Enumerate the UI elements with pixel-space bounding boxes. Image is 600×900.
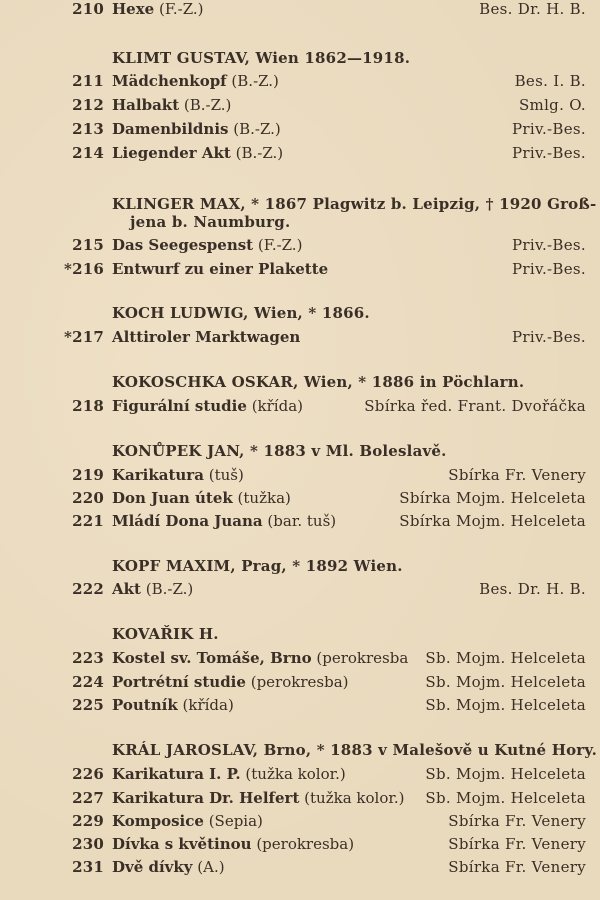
entry-owner: Bes. Dr. H. B. xyxy=(479,580,586,598)
entry-title-wrap xyxy=(112,671,348,693)
entry-owner: Priv.-Bes. xyxy=(512,328,586,346)
entry-owner: Priv.-Bes. xyxy=(512,120,586,138)
entry-number: 218 xyxy=(72,397,104,415)
artist-heading: KOPF MAXIM, Prag, * 1892 Wien. xyxy=(112,557,403,575)
entry-owner: Sbírka Mojm. Helceleta xyxy=(399,512,586,530)
catalog-entry xyxy=(0,763,600,785)
artist-heading: KOCH LUDWIG, Wien, * 1866. xyxy=(112,304,370,322)
entry-title-wrap xyxy=(112,234,302,256)
entry-title-wrap xyxy=(112,578,193,600)
entry-number: 215 xyxy=(72,236,104,254)
entry-number: 220 xyxy=(72,489,104,507)
entry-medium: (tužka kolor.) xyxy=(304,789,405,807)
entry-medium: (perokresba) xyxy=(250,673,349,691)
entry-number: 229 xyxy=(72,812,104,830)
catalog-entry xyxy=(0,464,600,486)
entry-owner: Sbírka řed. Frant. Dvořáčka xyxy=(364,397,586,415)
entry-owner: Sb. Mojm. Helceleta xyxy=(425,765,586,783)
artist-heading: KLIMT GUSTAV, Wien 1862—1918. xyxy=(112,49,411,67)
catalog-entry xyxy=(0,142,600,164)
entry-title: Figurální studie xyxy=(112,397,247,415)
entry-medium: (F.-Z.) xyxy=(158,0,204,18)
catalog-entry xyxy=(0,326,600,348)
catalog-entry xyxy=(0,647,600,669)
entry-medium: (B.-Z.) xyxy=(235,144,284,162)
artist-heading: KONŮPEK JAN, * 1883 v Ml. Boleslavě. xyxy=(112,442,447,460)
entry-number: 212 xyxy=(72,96,104,114)
catalog-entry xyxy=(0,810,600,832)
entry-title-wrap xyxy=(112,810,263,832)
catalog-entry xyxy=(0,0,600,20)
entry-title-wrap xyxy=(112,258,328,280)
entry-title: Dvě dívky xyxy=(112,858,193,876)
catalog-entry xyxy=(0,510,600,532)
entry-number: 213 xyxy=(72,120,104,138)
catalog-entry xyxy=(0,258,600,280)
entry-medium: (F.-Z.) xyxy=(257,236,303,254)
entry-medium: (perokresba xyxy=(316,649,409,667)
entry-title: Liegender Akt xyxy=(112,144,231,162)
entry-medium: (B.-Z.) xyxy=(145,580,194,598)
entry-title: Dívka s květinou xyxy=(112,835,252,853)
catalog-entry xyxy=(0,487,600,509)
catalog-entry xyxy=(0,94,600,116)
entry-title: Halbakt xyxy=(112,96,180,114)
entry-title-wrap xyxy=(112,856,225,878)
entry-title-wrap xyxy=(112,647,408,669)
entry-title-wrap xyxy=(112,0,204,20)
catalog-entry xyxy=(0,787,600,809)
entry-number: 210 xyxy=(72,0,104,18)
entry-owner: Sbírka Mojm. Helceleta xyxy=(399,489,586,507)
entry-title-wrap xyxy=(112,70,279,92)
entry-number: 211 xyxy=(72,72,104,90)
entry-title: Damenbildnis xyxy=(112,120,229,138)
entry-medium: (tuš) xyxy=(208,466,244,484)
entry-title-wrap xyxy=(112,510,336,532)
entry-medium: (křída) xyxy=(251,397,303,415)
entry-medium: (tužka kolor.) xyxy=(245,765,346,783)
artist-heading: KLINGER MAX, * 1867 Plagwitz b. Leipzig, † 1920 Groß- xyxy=(112,195,597,213)
entry-number: 230 xyxy=(72,835,104,853)
entry-owner: Bes. Dr. H. B. xyxy=(479,0,586,18)
entry-title: Karikatura I. P. xyxy=(112,765,241,783)
entry-title-wrap xyxy=(112,142,283,164)
entry-owner: Sb. Mojm. Helceleta xyxy=(425,673,586,691)
entry-title-wrap xyxy=(112,118,281,140)
entry-medium: (křída) xyxy=(182,696,234,714)
entry-medium: (A.) xyxy=(197,858,225,876)
entry-title-wrap xyxy=(112,464,244,486)
entry-number: 214 xyxy=(72,144,104,162)
entry-title: Entwurf zu einer Plakette xyxy=(112,260,329,278)
entry-title: Karikatura xyxy=(112,466,204,484)
entry-owner: Sb. Mojm. Helceleta xyxy=(425,789,586,807)
entry-title: Mládí Dona Juana xyxy=(112,512,263,530)
entry-title: Portrétní studie xyxy=(112,673,246,691)
catalog-entry xyxy=(0,578,600,600)
entry-medium: (Sepia) xyxy=(208,812,263,830)
entry-owner: Priv.-Bes. xyxy=(512,260,586,278)
entry-number: *216 xyxy=(64,260,104,278)
entry-title: Alttiroler Marktwagen xyxy=(112,328,301,346)
entry-number: 219 xyxy=(72,466,104,484)
catalog-entry xyxy=(0,833,600,855)
entry-owner: Sbírka Fr. Venery xyxy=(448,858,586,876)
artist-heading-continued: jena b. Naumburg. xyxy=(130,213,291,231)
entry-medium: (perokresba) xyxy=(256,835,355,853)
entry-title: Komposice xyxy=(112,812,204,830)
entry-medium: (tužka) xyxy=(237,489,291,507)
entry-title: Don Juan útek xyxy=(112,489,233,507)
entry-title-wrap xyxy=(112,326,300,348)
entry-number: 223 xyxy=(72,649,104,667)
entry-medium: (bar. tuš) xyxy=(267,512,337,530)
entry-title-wrap xyxy=(112,833,354,855)
entry-number: 225 xyxy=(72,696,104,714)
entry-title-wrap xyxy=(112,94,231,116)
entry-number: 226 xyxy=(72,765,104,783)
entry-title-wrap xyxy=(112,395,303,417)
catalog-entry xyxy=(0,395,600,417)
entry-title-wrap xyxy=(112,694,234,716)
entry-number: 224 xyxy=(72,673,104,691)
catalog-entry xyxy=(0,694,600,716)
artist-heading: KRÁL JAROSLAV, Brno, * 1883 v Malešově u Kutné Hory. xyxy=(112,741,598,759)
entry-owner: Sbírka Fr. Venery xyxy=(448,835,586,853)
entry-number: 231 xyxy=(72,858,104,876)
entry-title: Akt xyxy=(112,580,141,598)
entry-number: 222 xyxy=(72,580,104,598)
entry-number: *217 xyxy=(64,328,104,346)
catalog-entry xyxy=(0,671,600,693)
entry-title: Mädchenkopf xyxy=(112,72,227,90)
entry-title-wrap xyxy=(112,763,346,785)
entry-medium: (B.-Z.) xyxy=(233,120,281,138)
entry-title: Karikatura Dr. Helfert xyxy=(112,789,300,807)
entry-number: 221 xyxy=(72,512,104,530)
entry-owner: Bes. I. B. xyxy=(514,72,586,90)
catalog-entry xyxy=(0,118,600,140)
catalog-entry xyxy=(0,856,600,878)
entry-title: Das Seegespenst xyxy=(112,236,254,254)
entry-owner: Sb. Mojm. Helceleta xyxy=(425,696,586,714)
entry-owner: Sbírka Fr. Venery xyxy=(448,812,586,830)
catalog-entry xyxy=(0,234,600,256)
artist-heading: KOKOSCHKA OSKAR, Wien, * 1886 in Pöchlarn. xyxy=(112,373,525,391)
entry-medium: (B.-Z.) xyxy=(231,72,279,90)
entry-owner: Smlg. O. xyxy=(518,96,586,114)
entry-title: Kostel sv. Tomáše, Brno xyxy=(112,649,312,667)
entry-title: Poutník xyxy=(112,696,178,714)
entry-medium: (B.-Z.) xyxy=(183,96,232,114)
entry-owner: Priv.-Bes. xyxy=(512,236,586,254)
entry-title-wrap xyxy=(112,487,291,509)
entry-owner: Sb. Mojm. Helceleta xyxy=(425,649,586,667)
catalog-entry xyxy=(0,70,600,92)
entry-title-wrap xyxy=(112,787,405,809)
entry-title: Hexe xyxy=(112,0,155,18)
entry-owner: Sbírka Fr. Venery xyxy=(448,466,586,484)
entry-owner: Priv.-Bes. xyxy=(512,144,586,162)
artist-heading: KOVAŘIK H. xyxy=(112,625,219,643)
entry-number: 227 xyxy=(72,789,104,807)
